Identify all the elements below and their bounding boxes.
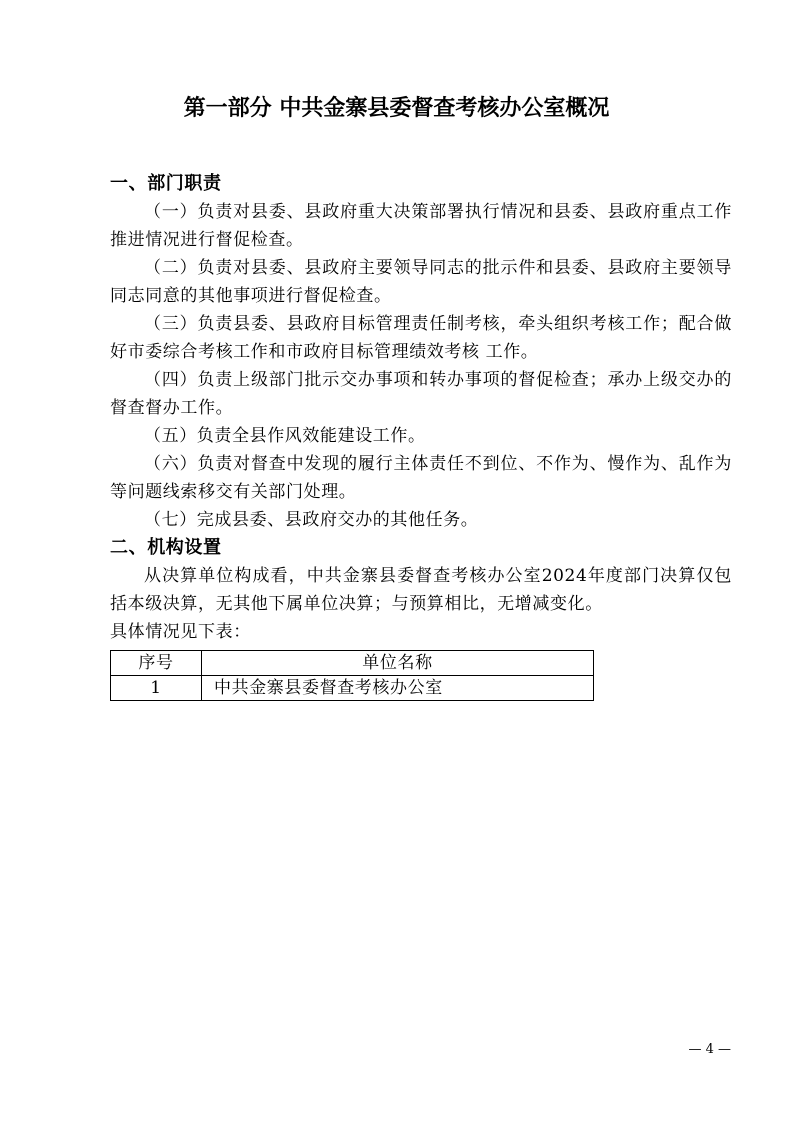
- cell-unit-name: 中共金寨县委督查考核办公室: [202, 676, 594, 701]
- organization-paragraph: 从决算单位构成看，中共金寨县委督查考核办公室2024年度部门决算仅包括本级决算，无其他下属单位决算；与预算相比，无增减变化。: [110, 566, 732, 614]
- duty-item-4: （四）负责上级部门批示交办事项和转办事项的督促检查；承办上级交办的督查督办工作。: [110, 370, 732, 418]
- table-row: [111, 676, 594, 701]
- duty-item-7: （七）完成县委、县政府交办的其他任务。: [144, 510, 479, 530]
- cell-serial-number: 1: [111, 676, 202, 701]
- page-title: 第一部分 中共金寨县委督查考核办公室概况: [183, 96, 610, 121]
- page-number: — 4 —: [688, 1042, 731, 1057]
- duty-item-3: （三）负责县委、县政府目标管理责任制考核，牵头组织考核工作；配合做好市委综合考核工作和市政府目标管理绩效考核 工作。: [110, 314, 732, 362]
- section-heading-organization: 二、机构设置: [110, 537, 222, 558]
- duty-item-6: （六）负责对督查中发现的履行主体责任不到位、不作为、慢作为、乱作为等问题线索移交有关部门处理。: [110, 454, 732, 502]
- section-heading-duties: 一、部门职责: [110, 173, 222, 194]
- document-body: [110, 170, 732, 701]
- header-serial-number: 序号: [111, 651, 202, 676]
- duty-item-1: （一）负责对县委、县政府重大决策部署执行情况和县委、县政府重点工作推进情况进行督促检查。: [110, 202, 732, 250]
- organization-table: [110, 650, 594, 701]
- table-header-row: [111, 651, 594, 676]
- duty-item-5: （五）负责全县作风效能建设工作。: [144, 426, 426, 446]
- duty-item-2: （二）负责对县委、县政府主要领导同志的批示件和县委、县政府主要领导同志同意的其他事项进行督促检查。: [110, 258, 732, 306]
- header-unit-name: 单位名称: [202, 651, 594, 676]
- organization-paragraph-tail: 具体情况见下表：: [110, 622, 251, 642]
